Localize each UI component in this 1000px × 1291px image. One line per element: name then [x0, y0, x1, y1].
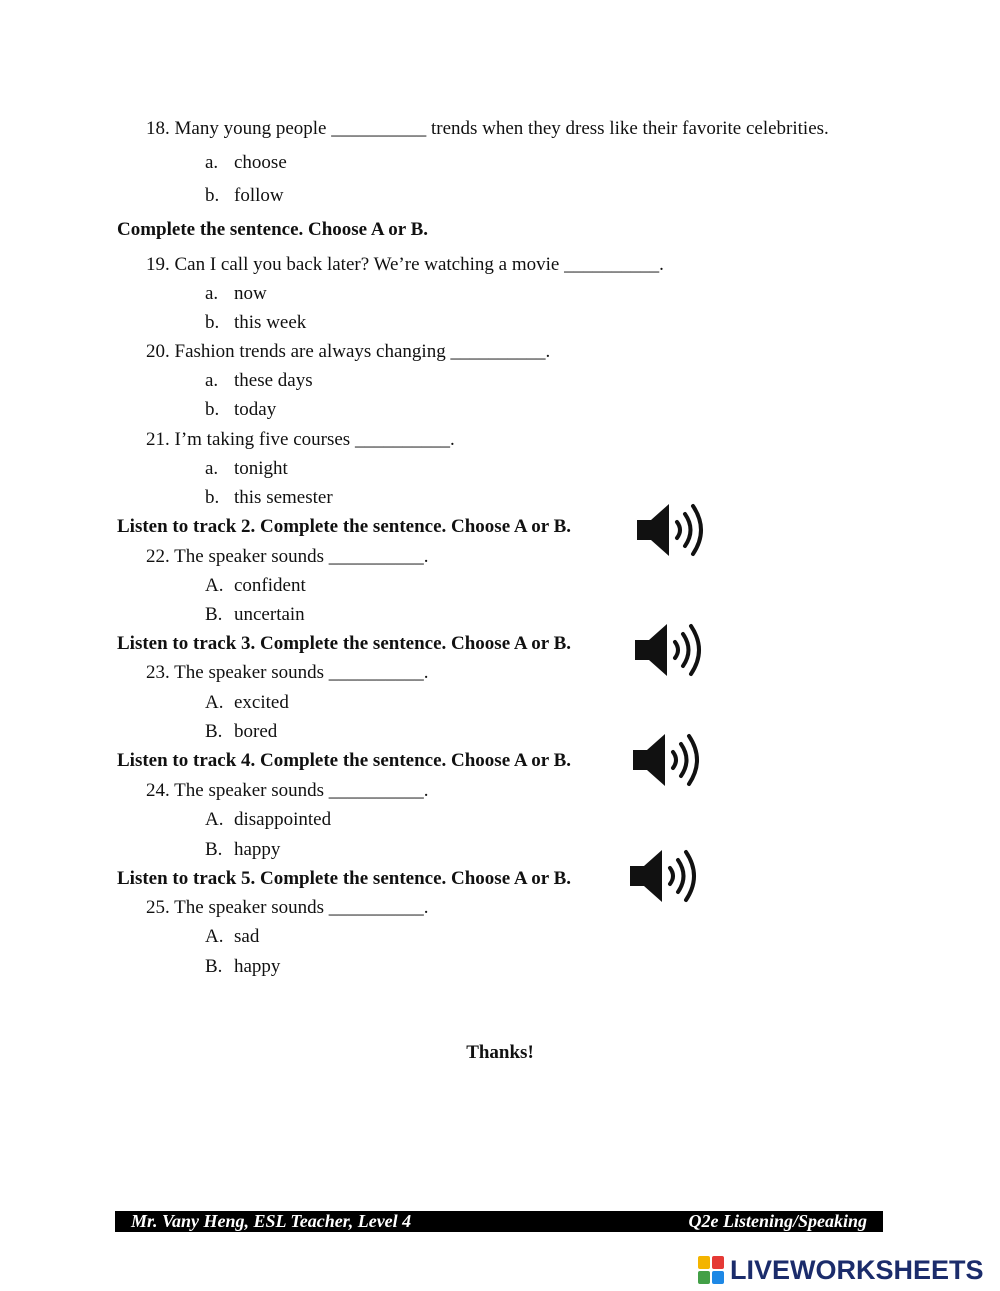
- option-24-b[interactable]: [205, 839, 280, 861]
- option-text: this week: [234, 312, 307, 333]
- option-22-b[interactable]: [205, 604, 305, 626]
- speaker-volume-icon[interactable]: [631, 730, 703, 790]
- option-text: excited: [234, 692, 289, 713]
- instruction-complete: Complete the sentence. Choose A or B.: [117, 219, 429, 240]
- option-letter: B.: [205, 839, 223, 860]
- option-letter: A.: [205, 692, 224, 713]
- option-letter: A.: [205, 926, 224, 947]
- question-23: 23. The speaker sounds __________.: [146, 662, 429, 683]
- thanks-text: Thanks!: [466, 1042, 534, 1063]
- option-text: disappointed: [234, 809, 332, 830]
- option-letter: B.: [205, 721, 223, 742]
- option-text: uncertain: [234, 604, 305, 625]
- footer-course: Q2e Listening/Speaking: [688, 1211, 867, 1231]
- option-letter: B.: [205, 956, 223, 977]
- option-text: happy: [234, 839, 281, 860]
- footer-bar: [115, 1211, 883, 1232]
- option-21-b[interactable]: [205, 487, 333, 509]
- instruction-track-4: Listen to track 4. Complete the sentence. Choose A or B.: [117, 750, 572, 771]
- option-letter: b.: [205, 399, 220, 420]
- instruction-track-5: Listen to track 5. Complete the sentence. Choose A or B.: [117, 868, 572, 889]
- option-letter: a.: [205, 152, 219, 173]
- question-19: 19. Can I call you back later? We’re watching a movie __________.: [146, 254, 664, 275]
- option-letter: a.: [205, 370, 219, 391]
- option-letter: b.: [205, 185, 220, 206]
- option-text: happy: [234, 956, 281, 977]
- option-text: now: [234, 283, 267, 304]
- option-text: this semester: [234, 487, 333, 508]
- liveworksheets-mark-icon: [698, 1256, 724, 1284]
- speaker-volume-icon[interactable]: [635, 500, 707, 560]
- footer-teacher: Mr. Vany Heng, ESL Teacher, Level 4: [131, 1211, 412, 1231]
- option-letter: a.: [205, 283, 219, 304]
- option-text: bored: [234, 721, 278, 742]
- brand-name: LIVEWORKSHEETS: [730, 1254, 984, 1285]
- question-21: 21. I’m taking five courses __________.: [146, 429, 455, 450]
- question-25: 25. The speaker sounds __________.: [146, 897, 429, 918]
- option-text: follow: [234, 185, 284, 206]
- option-25-a[interactable]: [205, 926, 259, 948]
- option-19-b[interactable]: [205, 312, 306, 334]
- instruction-track-2: Listen to track 2. Complete the sentence. Choose A or B.: [117, 516, 572, 537]
- option-text: these days: [234, 370, 313, 391]
- option-23-b[interactable]: [205, 721, 277, 743]
- question-24: 24. The speaker sounds __________.: [146, 780, 429, 801]
- instruction-track-3: Listen to track 3. Complete the sentence. Choose A or B.: [117, 633, 572, 654]
- option-20-a[interactable]: [205, 370, 313, 392]
- option-24-a[interactable]: [205, 809, 331, 831]
- option-letter: b.: [205, 487, 220, 508]
- option-letter: B.: [205, 604, 223, 625]
- option-20-b[interactable]: [205, 399, 276, 421]
- liveworksheets-logo[interactable]: [698, 1255, 984, 1285]
- option-text: sad: [234, 926, 260, 947]
- question-18: 18. Many young people __________ trends when they dress like their favorite celebrities.: [146, 118, 829, 139]
- option-letter: b.: [205, 312, 220, 333]
- option-letter: A.: [205, 575, 224, 596]
- option-18-a[interactable]: [205, 152, 287, 174]
- option-letter: A.: [205, 809, 224, 830]
- option-letter: a.: [205, 458, 219, 479]
- option-text: today: [234, 399, 277, 420]
- question-22: 22. The speaker sounds __________.: [146, 546, 429, 567]
- option-text: confident: [234, 575, 306, 596]
- option-text: choose: [234, 152, 287, 173]
- option-25-b[interactable]: [205, 956, 280, 978]
- question-20: 20. Fashion trends are always changing __________.: [146, 341, 551, 362]
- option-text: tonight: [234, 458, 288, 479]
- option-19-a[interactable]: [205, 283, 267, 305]
- speaker-volume-icon[interactable]: [628, 846, 700, 906]
- option-18-b[interactable]: [205, 185, 284, 207]
- option-21-a[interactable]: [205, 458, 288, 480]
- option-23-a[interactable]: [205, 692, 289, 714]
- option-22-a[interactable]: [205, 575, 306, 597]
- speaker-volume-icon[interactable]: [633, 620, 705, 680]
